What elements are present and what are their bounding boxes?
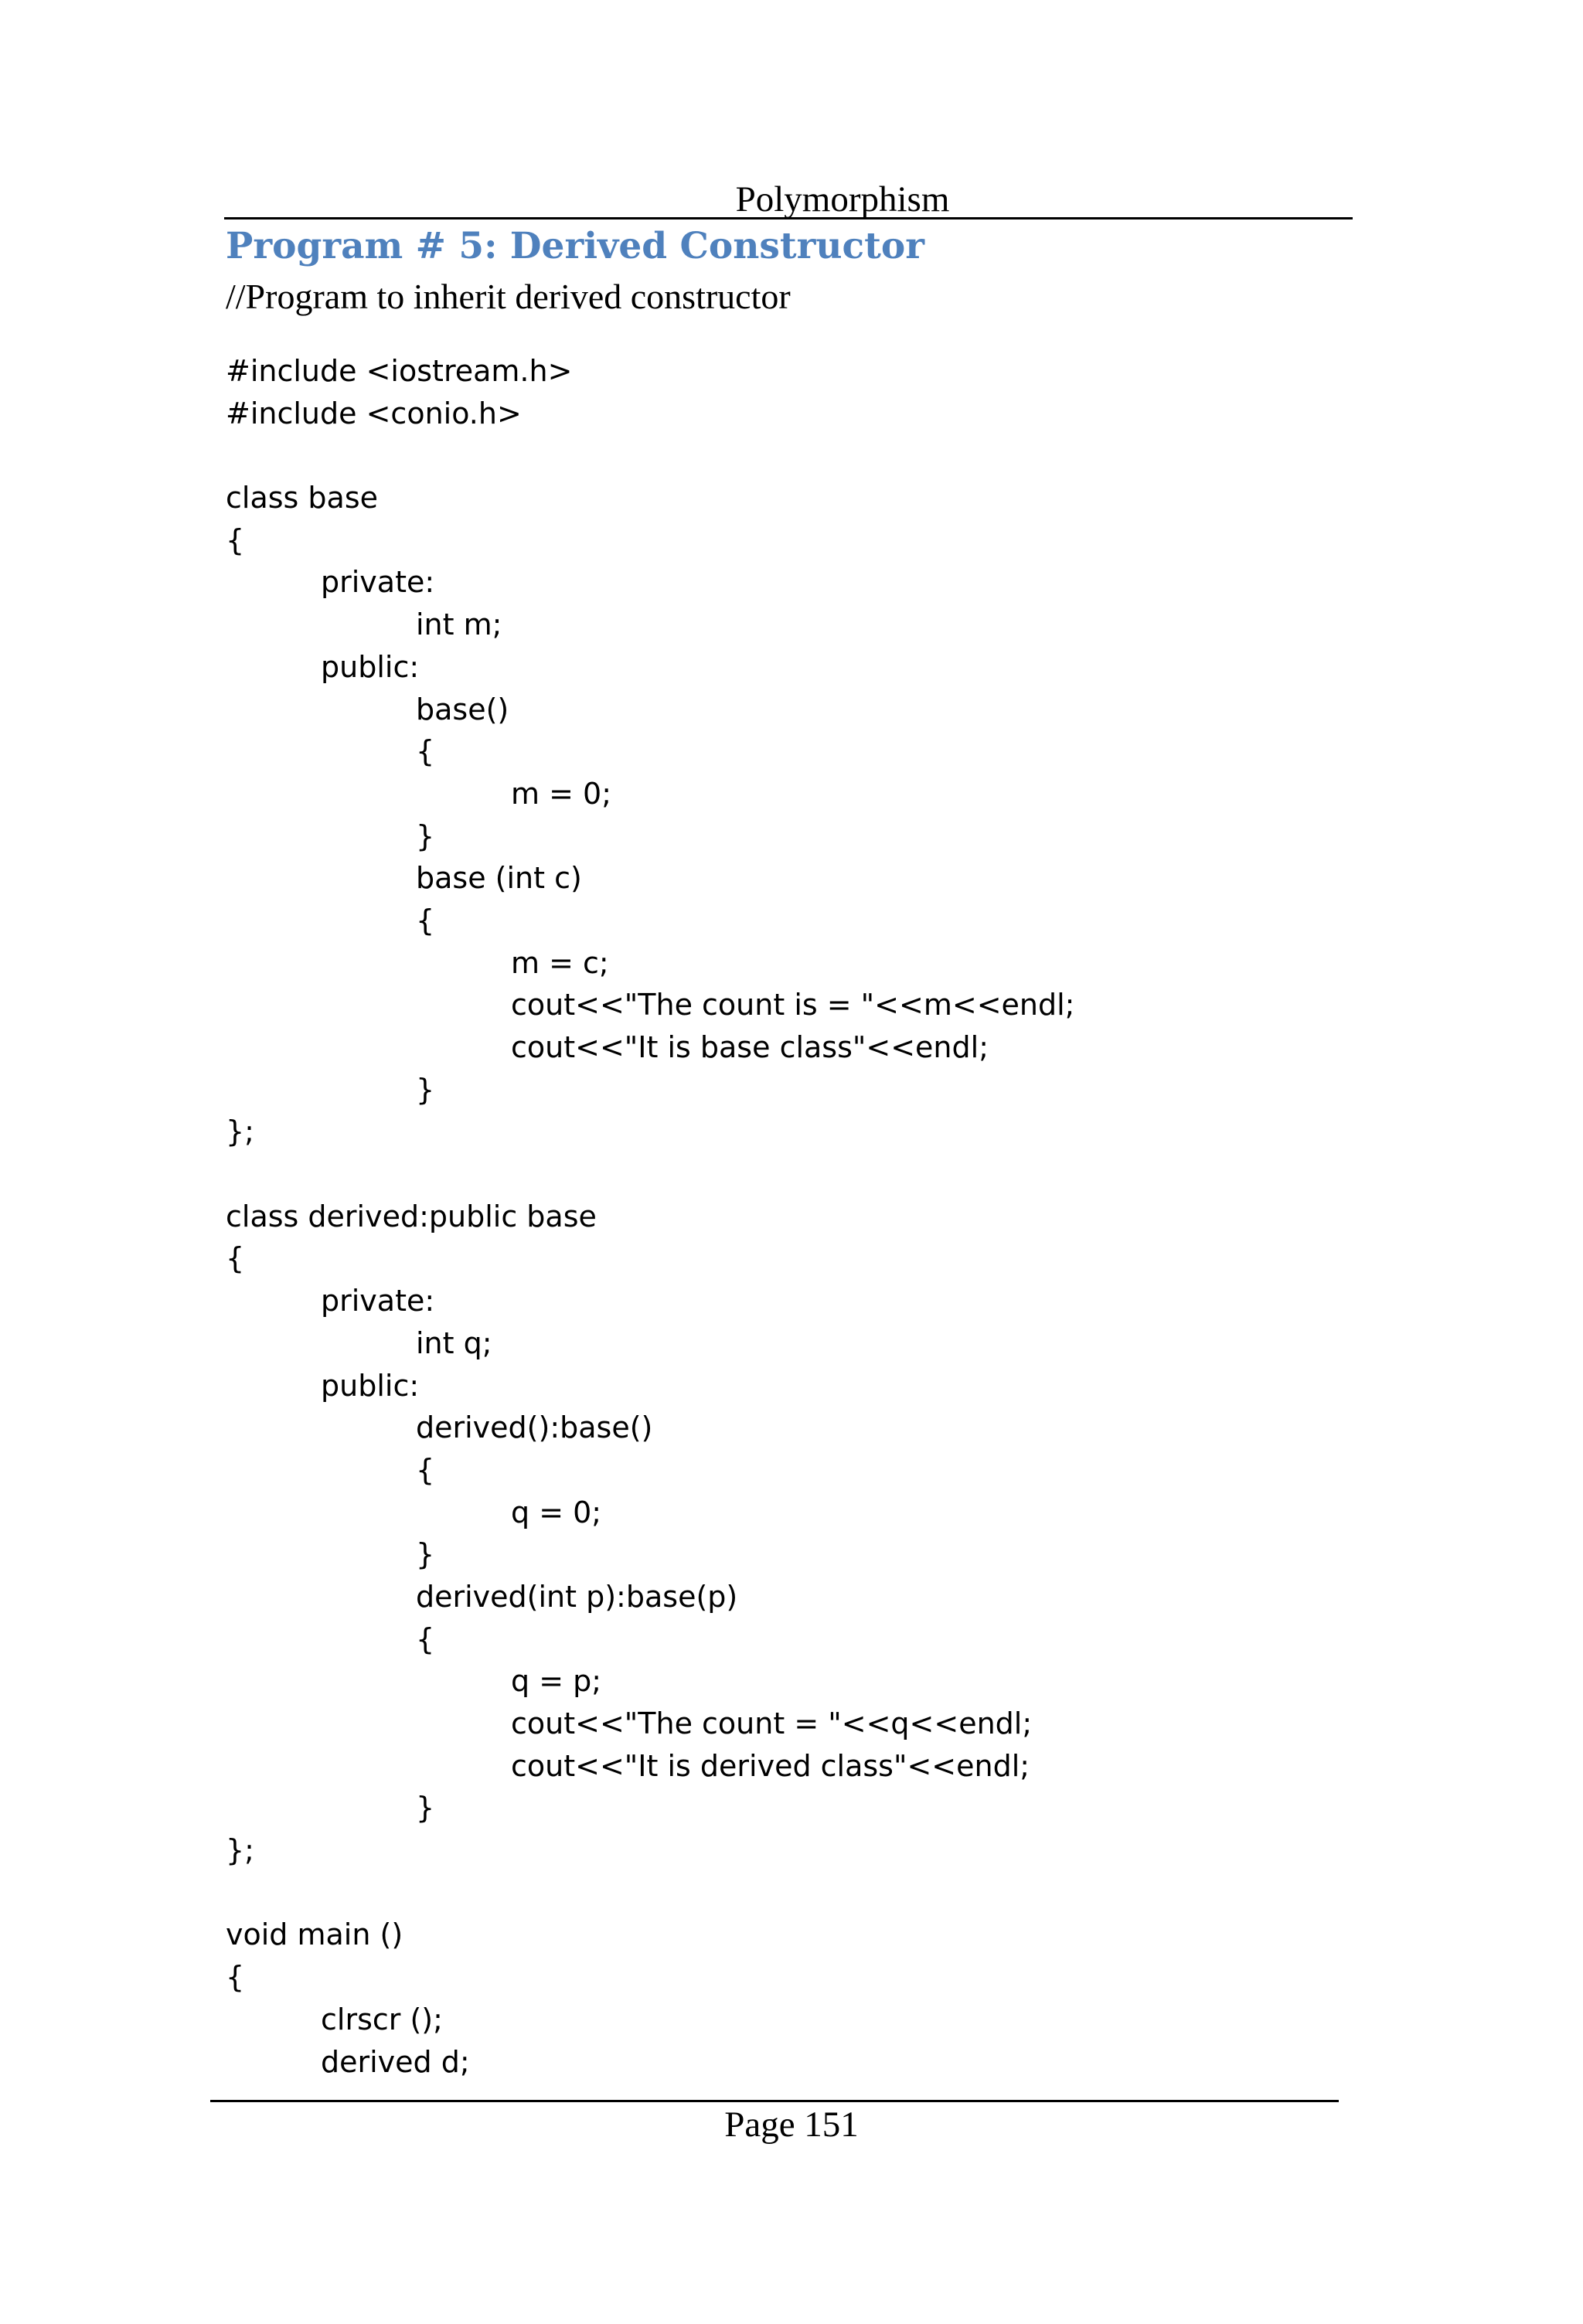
code-line: class base: [226, 481, 378, 515]
code-line: }: [416, 818, 435, 853]
code-line: {: [416, 1621, 435, 1656]
code-line: [226, 1872, 1074, 1914]
code-line: cout<<"It is base class"<<endl;: [511, 1030, 989, 1064]
program-comment: //Program to inherit derived constructor: [226, 277, 791, 316]
header-rule: [224, 217, 1353, 219]
code-line: }: [416, 1791, 435, 1826]
code-line: class derived:public base: [226, 1199, 597, 1233]
code-line: q = 0;: [511, 1495, 602, 1529]
code-line: cout<<"The count is = "<<m<<endl;: [511, 988, 1075, 1022]
code-line: m = c;: [511, 945, 609, 980]
code-line: public:: [321, 649, 420, 684]
code-line: {: [226, 1241, 245, 1276]
code-line: derived(int p):base(p): [416, 1579, 738, 1614]
code-line: q = p;: [511, 1664, 602, 1699]
code-line: };: [226, 1114, 254, 1149]
code-line: [226, 1153, 1074, 1196]
code-line: [226, 434, 1074, 477]
code-line: private:: [321, 1284, 435, 1319]
code-line: base (int c): [416, 861, 582, 896]
code-line: cout<<"It is derived class"<<endl;: [511, 1748, 1030, 1783]
code-listing: [226, 350, 1074, 2083]
code-line: #include <conio.h>: [226, 396, 522, 430]
code-line: int m;: [416, 607, 502, 642]
code-line: {: [226, 522, 245, 557]
code-line: };: [226, 1833, 254, 1868]
code-line: derived():base(): [416, 1410, 653, 1445]
code-line: {: [416, 903, 435, 937]
code-line: clrscr ();: [321, 2002, 443, 2036]
code-line: derived d;: [321, 2044, 470, 2079]
code-line: {: [226, 1960, 245, 1995]
page-number: Page 151: [724, 2105, 859, 2145]
running-header-title: Polymorphism: [735, 179, 950, 219]
code-line: }: [416, 1072, 435, 1107]
code-line: cout<<"The count = "<<q<<endl;: [511, 1706, 1033, 1740]
code-line: int q;: [416, 1325, 492, 1360]
code-line: #include <iostream.h>: [226, 354, 573, 388]
program-heading: Program # 5: Derived Constructor: [226, 225, 924, 267]
code-line: }: [416, 1537, 435, 1572]
code-line: {: [416, 734, 435, 769]
code-line: {: [416, 1452, 435, 1487]
code-line: void main (): [226, 1917, 403, 1952]
code-line: m = 0;: [511, 776, 611, 811]
code-line: public:: [321, 1368, 420, 1403]
code-line: private:: [321, 565, 435, 600]
code-line: base(): [416, 692, 509, 726]
